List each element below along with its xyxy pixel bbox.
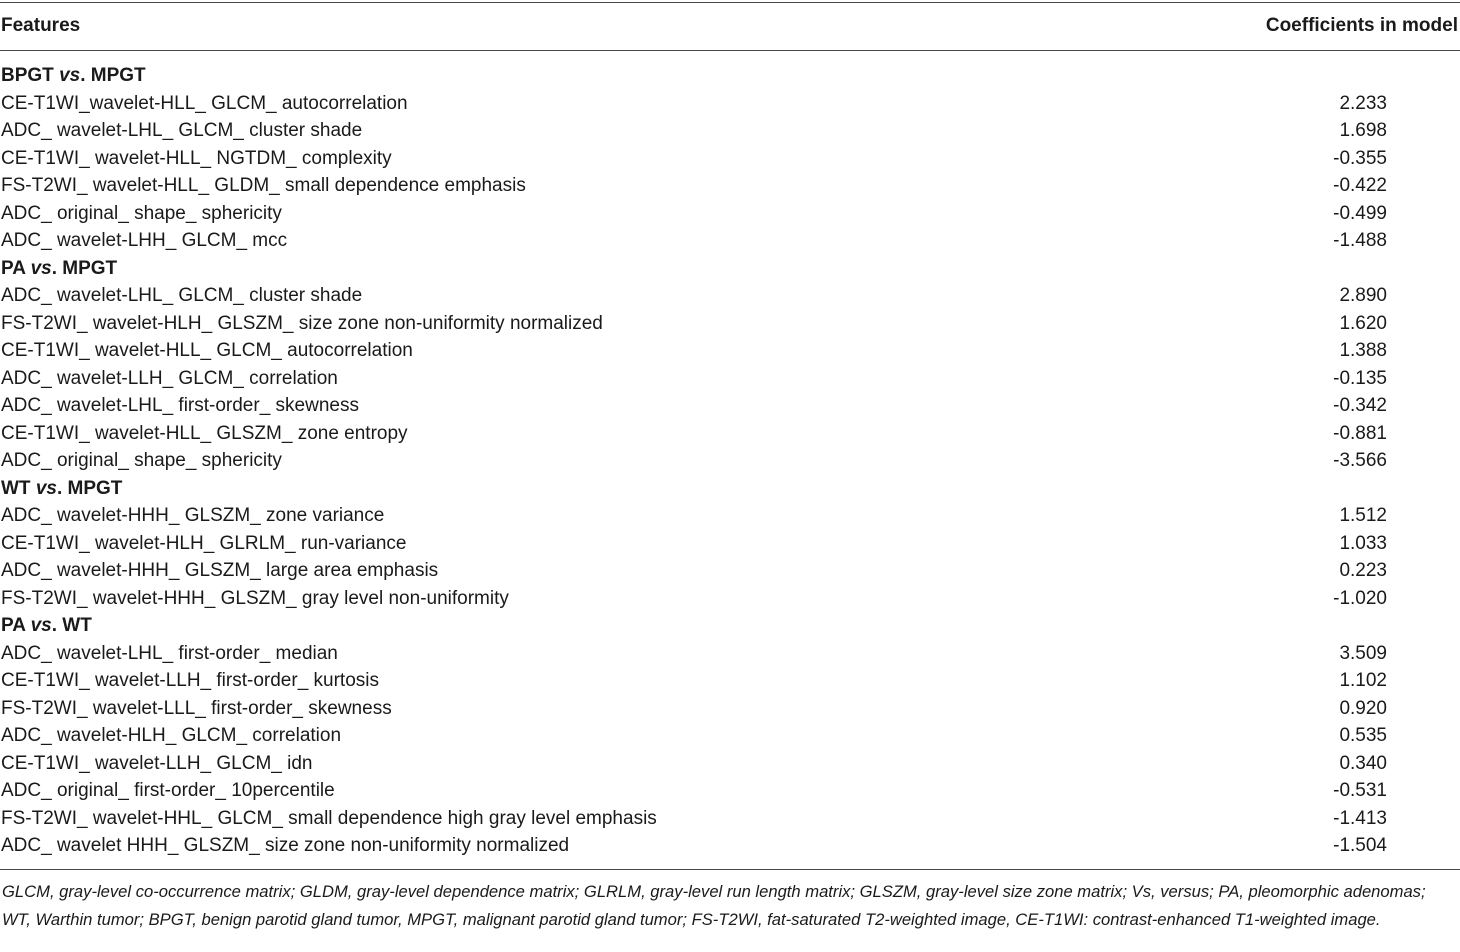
table-row: [0, 282, 1460, 310]
coefficient-cell: -0.342: [1333, 395, 1387, 416]
feature-cell: ADC_ wavelet-HLH_ GLCM_ correlation: [1, 725, 342, 746]
table-row: [0, 200, 1460, 228]
header-features: Features: [1, 15, 81, 36]
feature-cell: CE-T1WI_wavelet-HLL_ GLCM_ autocorrelation: [1, 92, 408, 114]
coefficient-cell: 2.233: [1339, 92, 1387, 114]
coefficient-cell: 1.102: [1339, 670, 1387, 691]
table-row: [0, 530, 1460, 558]
feature-cell: ADC_ original_ shape_ sphericity: [1, 450, 282, 471]
feature-cell: ADC_ wavelet HHH_ GLSZM_ size zone non-uniformity normalized: [1, 835, 570, 856]
group-title: [1, 255, 117, 283]
coefficient-cell: -1.488: [1333, 230, 1387, 251]
coefficient-cell: -1.504: [1333, 835, 1387, 856]
feature-cell: ADC_ wavelet-LHL_ GLCM_ cluster shade: [1, 120, 363, 141]
feature-cell: ADC_ wavelet-HHH_ GLSZM_ zone variance: [1, 505, 385, 526]
table-row: [0, 777, 1460, 805]
coefficient-cell: 1.698: [1339, 120, 1387, 141]
bottom-rule: [0, 869, 1460, 870]
coefficient-cell: 0.535: [1339, 725, 1387, 746]
coefficient-cell: 0.920: [1339, 697, 1387, 719]
coefficient-cell: -0.881: [1333, 422, 1387, 444]
feature-cell: CE-T1WI_ wavelet-HLH_ GLRLM_ run-variance: [1, 532, 407, 554]
group-title-a: BPGT: [1, 65, 60, 86]
table-row: [0, 420, 1460, 448]
group-title-a: PA: [1, 257, 31, 279]
group-title: [1, 475, 122, 503]
table-row: [0, 90, 1460, 118]
table-row: [0, 310, 1460, 338]
coefficient-cell: 3.509: [1339, 642, 1387, 664]
feature-cell: CE-T1WI_ wavelet-LLH_ GLCM_ idn: [1, 752, 313, 774]
coefficient-cell: -0.422: [1333, 175, 1387, 196]
coefficient-cell: -0.499: [1333, 202, 1387, 224]
group-title-b: . MPGT: [80, 65, 146, 86]
feature-cell: FS-T2WI_ wavelet-HLL_ GLDM_ small dependence emphasis: [1, 175, 526, 196]
coefficient-cell: -0.531: [1333, 780, 1387, 801]
header-rule: [0, 50, 1460, 51]
feature-cell: FS-T2WI_ wavelet-LLL_ first-order_ skewness: [1, 697, 392, 719]
feature-cell: ADC_ original_ first-order_ 10percentile: [1, 780, 335, 801]
feature-cell: ADC_ wavelet-LHL_ first-order_ median: [1, 642, 338, 664]
coefficient-cell: 0.223: [1339, 560, 1387, 581]
top-rule: [0, 2, 1460, 3]
coefficient-cell: -3.566: [1333, 450, 1387, 471]
coefficient-cell: 0.340: [1339, 752, 1387, 774]
group-title-a: WT: [1, 477, 36, 499]
feature-cell: CE-T1WI_ wavelet-HLL_ GLSZM_ zone entropy: [1, 422, 408, 444]
table-row: [0, 117, 1460, 145]
coefficient-cell: -0.135: [1333, 367, 1387, 389]
feature-cell: ADC_ wavelet-LHL_ first-order_ skewness: [1, 395, 359, 416]
table-row: [0, 392, 1460, 420]
group-title: [1, 612, 92, 640]
group-title: [1, 62, 146, 90]
feature-cell: ADC_ wavelet-LHH_ GLCM_ mcc: [1, 230, 288, 251]
table-row: [0, 585, 1460, 613]
coefficient-cell: 1.033: [1339, 532, 1387, 554]
table-row: [0, 667, 1460, 695]
feature-cell: FS-T2WI_ wavelet-HLH_ GLSZM_ size zone non-uniformity normalized: [1, 312, 603, 334]
coefficient-cell: 1.620: [1339, 312, 1387, 334]
group-title-b: . MPGT: [51, 257, 118, 279]
coefficient-cell: 1.512: [1339, 505, 1387, 526]
feature-cell: ADC_ wavelet-LLH_ GLCM_ correlation: [1, 367, 338, 389]
table-row: [0, 365, 1460, 393]
table-row: [0, 337, 1460, 365]
table-row: [0, 832, 1460, 860]
group-title-vs: vs: [59, 65, 81, 86]
feature-cell: ADC_ original_ shape_ sphericity: [1, 202, 282, 224]
feature-cell: FS-T2WI_ wavelet-HHH_ GLSZM_ gray level non-uniformity: [1, 587, 509, 609]
group-header-row: [0, 62, 1460, 90]
header-coefficients: Coefficients in model: [1265, 15, 1458, 36]
feature-cell: ADC_ wavelet-HHH_ GLSZM_ large area emphasis: [1, 560, 439, 581]
table-footnote: GLCM, gray-level co-occurrence matrix; GLDM, gray-level dependence matrix; GLRLM, gray-level run length matrix; GLSZM, gray-level size zone matrix; Vs, versus; PA, pleomorphic adenomas; WT, Warthin tumor; BPGT, benign parotid gland tumor, MPGT, malignant parotid gland tumor; FS-T2WI, fat-saturated T2-weighted image, CE-T1WI: contrast-enhanced T1-weighted image.: [2, 882, 1426, 929]
feature-cell: CE-T1WI_ wavelet-LLH_ first-order_ kurtosis: [1, 670, 379, 691]
coefficient-cell: -0.355: [1333, 147, 1387, 169]
coefficient-cell: 2.890: [1339, 285, 1387, 306]
table-row: [0, 695, 1460, 723]
group-title-vs: vs: [35, 477, 57, 499]
table-row: [0, 447, 1460, 475]
coefficient-cell: 1.388: [1339, 340, 1387, 361]
coefficient-cell: -1.020: [1333, 587, 1387, 609]
table-row: [0, 750, 1460, 778]
group-header-row: [0, 475, 1460, 503]
group-header-row: [0, 612, 1460, 640]
group-title-b: . MPGT: [56, 477, 123, 499]
feature-cell: CE-T1WI_ wavelet-HLL_ NGTDM_ complexity: [1, 147, 392, 169]
table-row: [0, 640, 1460, 668]
group-title-vs: vs: [30, 615, 52, 636]
feature-cell: CE-T1WI_ wavelet-HLL_ GLCM_ autocorrelation: [1, 340, 413, 361]
table-row: [0, 172, 1460, 200]
group-header-row: [0, 255, 1460, 283]
table-row: [0, 722, 1460, 750]
table-header: [0, 13, 1460, 41]
table-row: [0, 227, 1460, 255]
table-row: [0, 502, 1460, 530]
group-title-vs: vs: [30, 257, 52, 279]
table-row: [0, 557, 1460, 585]
feature-cell: ADC_ wavelet-LHL_ GLCM_ cluster shade: [1, 285, 363, 306]
group-title-a: PA: [1, 615, 31, 636]
feature-cell: FS-T2WI_ wavelet-HHL_ GLCM_ small dependence high gray level emphasis: [1, 807, 657, 829]
group-title-b: . WT: [51, 615, 92, 636]
table-body: [0, 62, 1460, 860]
table-row: [0, 805, 1460, 833]
table-row: [0, 145, 1460, 173]
coefficient-cell: -1.413: [1333, 807, 1387, 829]
